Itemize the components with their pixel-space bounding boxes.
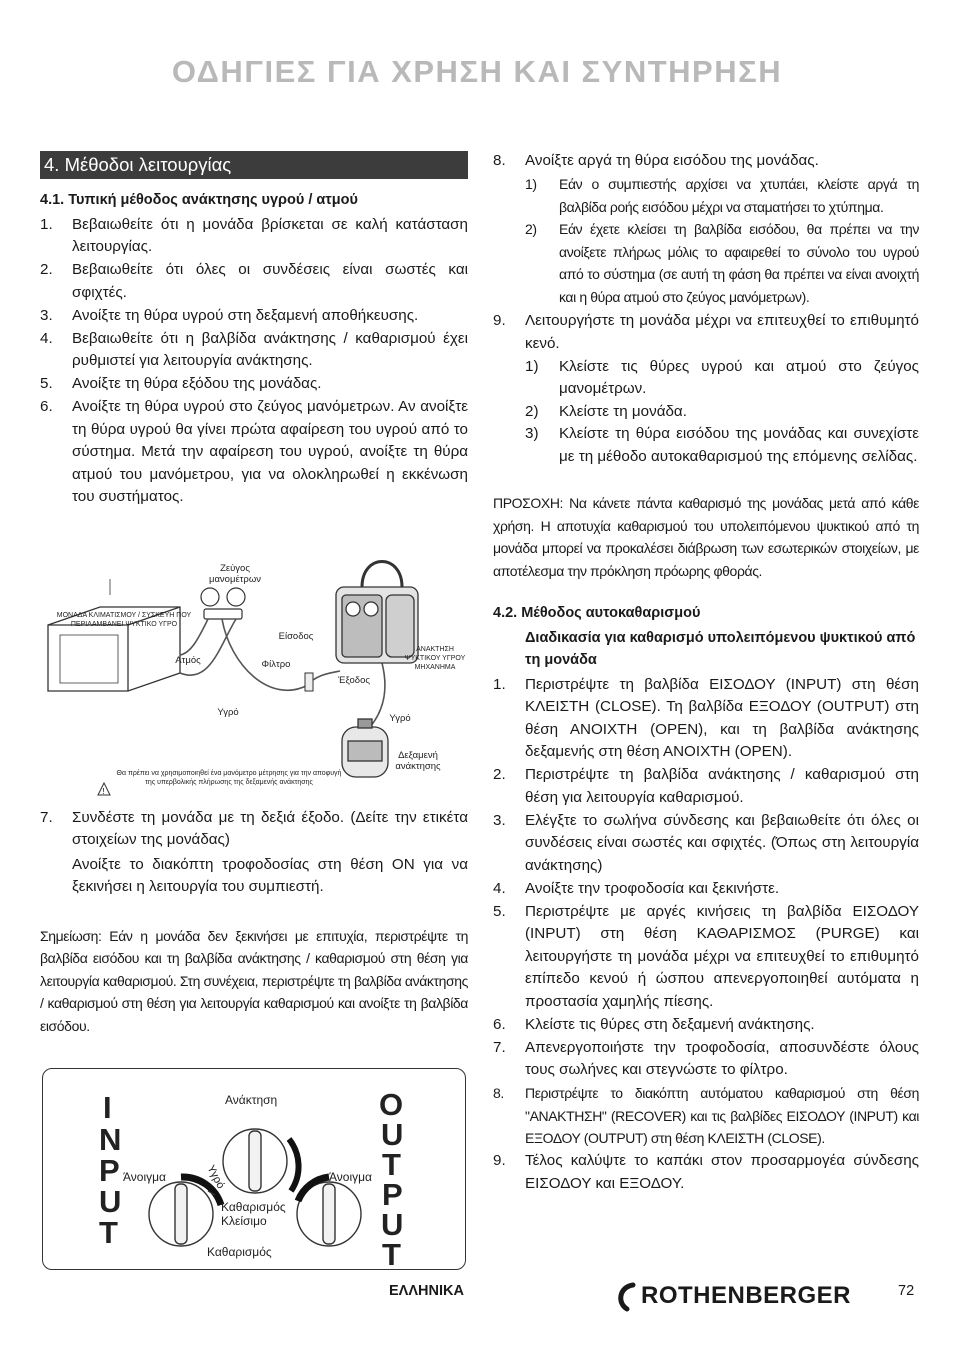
right-column bbox=[493, 150, 919, 1196]
list-item: 6. Ανοίξτε τη θύρα υγρού στο ζεύγος μανόμετρων. Αν ανοίξτε τη θύρα υγρού θα γίνει πρώτα αφαίρεση του υγρού από το σύστημα. Μετά την αφαίρεση του υγρού, ανοίξτε τη θύρα ατμού του μανόμετρου, για να ολοκληρωθεί η εκκένωση του συστήματος. bbox=[40, 398, 468, 505]
svg-text:P: P bbox=[99, 1153, 120, 1188]
logo-arc-icon bbox=[613, 1281, 643, 1313]
svg-text:U: U bbox=[99, 1184, 122, 1219]
svg-text:T: T bbox=[382, 1147, 401, 1182]
section-heading: 4. Μέθοδοι λειτουργίας bbox=[40, 151, 468, 179]
list-item: 5. Περιστρέψτε με αργές κινήσεις τη βαλβίδα ΕΙΣΟΔΟΥ (INPUT) στη θέση ΚΑΘΑΡΙΣΜΟΣ (PURGE) και λειτουργήστε τη μονάδα μέχρι να επιτευχθεί το επιθυμητό επίπεδο κενού ή ώσπου απενεργοποιηθεί αυτόματα η προστασία χαμηλής πίεσης. bbox=[493, 902, 919, 1010]
list-item: 7. Απενεργοποιήστε την τροφοδοσία, αποσυνδέστε όλους τους σωλήνες και στεγνώστε το φίλτρο. bbox=[493, 1038, 919, 1078]
list-item: 3. Ανοίξτε τη θύρα υγρού στη δεξαμενή αποθήκευσης. bbox=[40, 306, 419, 324]
connection-diagram bbox=[40, 555, 468, 803]
svg-text:T: T bbox=[99, 1215, 118, 1250]
list-item: 9. Τέλος καλύψτε το καπάκι στον προσαρμογέα σύνδεσης ΕΙΣΟΔΟΥ και ΕΞΟΔΟΥ. bbox=[493, 1152, 919, 1192]
subsection-subheading: Διαδικασία για καθαρισμό υπολειπόμενου ψυκτικού από τη μονάδα bbox=[525, 629, 916, 668]
sub-list-item: 1) Κλείστε τις θύρες υγρού και ατμού στο ζεύγος μανομέτρων. bbox=[525, 357, 919, 397]
list-item: 6. Κλείστε τις θύρες στη δεξαμενή ανάκτησης. bbox=[493, 1015, 815, 1033]
sub-list-item: 3) Κλείστε τη θύρα εισόδου της μονάδας και συνεχίστε με τη μέθοδο αυτοκαθαρισμού της επόμενης σελίδας. bbox=[525, 425, 919, 465]
svg-text:I: I bbox=[103, 1090, 112, 1125]
svg-text:N: N bbox=[99, 1122, 122, 1157]
sub-list-item: 2) Εάν έχετε κλείσει τη βαλβίδα εισόδου, θα πρέπει να την ανοίξετε πλήρως μόλις το αφαιρεθεί το σύνολο του υγρού από το σύστημα (σε αυτή τη φάση θα πρέπει να είναι ανοιχτή και η θύρα ατμού στο ζεύγος μανόμετρων). bbox=[525, 221, 919, 305]
open-label-left: Άνοιγμα bbox=[123, 1170, 166, 1184]
list-item: 8. Περιστρέψτε το διακόπτη αυτόματου καθαρισμού στη θέση "ΑΝΑΚΤΗΣΗ" (RECOVER) και τις βαλβίδες ΕΙΣΟΔΟΥ (INPUT) και ΕΞΟΔΟΥ (OUTPUT) στη θέση ΚΛΕΙΣΤΗ (CLOSE). bbox=[493, 1085, 919, 1146]
purge-closed-label: Καθαρισμός Κλείσιμο bbox=[221, 1200, 286, 1228]
note-paragraph: Σημείωση: Εάν η μονάδα δεν ξεκινήσει με επιτυχία, περιστρέψτε τη βαλβίδα εισόδου και τη βαλβίδα ανάκτησης / καθαρισμού στη θέση για λειτουργία καθαρισμού. Στη συνέχεια, περιστρέψτε τη βαλβίδα ανάκτησης / καθαρισμού στη θέση για λειτουργία καθαρισμού και ανοίξτε τη βαλβίδα εισόδου. bbox=[40, 927, 468, 1034]
gauges-label: Ζεύγος μανομέτρων bbox=[208, 562, 262, 585]
svg-text:!: ! bbox=[102, 786, 105, 796]
recovery-machine-label: ΑΝΑΚΤΗΣΗ ΨΥΚΤΙΚΟΥ ΥΓΡΟΥ ΜΗΧΑΝΗΜΑ bbox=[404, 645, 466, 671]
page-title: ΟΔΗΓΙΕΣ ΓΙΑ ΧΡΗΣΗ ΚΑΙ ΣΥΝΤΗΡΗΣΗ bbox=[171, 54, 783, 89]
list-item: 7. Συνδέστε τη μονάδα με τη δεξιά έξοδο. (Δείτε την ετικέτα στοιχείων της μονάδας) bbox=[40, 808, 468, 848]
liquid-label: Υγρό bbox=[204, 1163, 227, 1191]
purge-steps-list bbox=[493, 674, 919, 1196]
liquid-label-right: Υγρό bbox=[389, 712, 411, 724]
open-label-right: Άνοιγμα bbox=[329, 1170, 372, 1184]
list-item: 8. Ανοίξτε αργά τη θύρα εισόδου της μονάδας. bbox=[493, 152, 819, 169]
list-item: 1. Βεβαιωθείτε ότι η μονάδα βρίσκεται σε καλή κατάσταση λειτουργίας. bbox=[40, 215, 468, 255]
svg-text:O: O bbox=[379, 1087, 404, 1122]
sub-list-item: 1) Εάν ο συμπιεστής αρχίσει να χτυπάει, κλείστε αργά τη βαλβίδα ροής εισόδου μέχρι να σταματήσει το χτύπημα. bbox=[525, 176, 919, 215]
recovery-label: Ανάκτηση bbox=[225, 1093, 278, 1107]
svg-text:P: P bbox=[382, 1177, 403, 1212]
vapor-label: Ατμός bbox=[175, 654, 201, 666]
warning-note: Θα πρέπει να χρησιμοποιηθεί ένα μανόμετρο μέτρησης για την αποφυγή της υπερβολικής πλήρωσης της δεξαμενής ανάκτησης bbox=[116, 769, 342, 786]
list-item: 2. Περιστρέψτε τη βαλβίδα ανάκτησης / καθαρισμού στη θέση για λειτουργία καθαρισμού. bbox=[493, 766, 919, 806]
tank-label: Δεξαμενή ανάκτησης bbox=[395, 749, 441, 772]
brand-logo bbox=[613, 1281, 857, 1313]
list-item: 4. Βεβαιωθείτε ότι η βαλβίδα ανάκτησης / καθαρισμού έχει ρυθμιστεί για λειτουργία ανάκτησης. bbox=[40, 329, 468, 369]
svg-text:T: T bbox=[382, 1237, 401, 1269]
caution-paragraph: ΠΡΟΣΟΧΗ: Να κάνετε πάντα καθαρισμό της μονάδας μετά από κάθε χρήση. Η αποτυχία καθαρισμού του υπολειπόμενου ψυκτικού από τη μονάδα μπορεί να προκαλέσει διάβρωση των εσωτερικών στοιχείων, με αποτέλεσμα την πρόκληση πρόωρης φθοράς. bbox=[493, 495, 919, 579]
footer-language: ΕΛΛΗΝΙΚΑ bbox=[389, 1283, 464, 1299]
brand-name: ROTHENBERGER bbox=[641, 1282, 852, 1309]
left-column bbox=[40, 150, 468, 1269]
ac-unit-label: ΜΟΝΑΔΑ ΚΛΙΜΑΤΙΣΜΟΥ / ΣΥΣΚΕΥΗ ΠΟΥ ΠΕΡΙΛΑΜΒΑΝΕΙ ΨΥΚΤΙΚΟ ΥΓΡΟ bbox=[56, 611, 192, 628]
recovery-steps-list bbox=[40, 214, 468, 509]
list-item: 9. Λειτουργήστε τη μονάδα μέχρι να επιτευχθεί το επιθυμητό κενό. bbox=[493, 312, 919, 352]
liquid-label-left: Υγρό bbox=[217, 706, 239, 718]
sub-list-item: 2) Κλείστε τη μονάδα. bbox=[525, 402, 687, 420]
purge-label: Καθαρισμός bbox=[207, 1245, 272, 1259]
valve-diagram bbox=[42, 1068, 466, 1270]
svg-text:U: U bbox=[381, 1117, 404, 1152]
list-item: 1. Περιστρέψτε τη βαλβίδα ΕΙΣΟΔΟΥ (INPUT) στη θέση ΚΛΕΙΣΤΗ (CLOSE). Τη βαλβίδα ΕΞΟΔΟΥ (OUTPUT) στη θέση ΑΝΟΙΧΤΗ (OPEN), και τη βαλβίδα ανάκτησης δεξαμενής στη θέση ΑΝΟΙΧΤΗ (OPEN). bbox=[493, 675, 919, 760]
list-item: 4. Ανοίξτε την τροφοδοσία και ξεκινήστε. bbox=[493, 879, 780, 897]
page-number: 72 bbox=[898, 1283, 915, 1299]
inlet-label: Είσοδος bbox=[278, 630, 314, 642]
list-item: 3. Ελέγξτε το σωλήνα σύνδεσης και βεβαιωθείτε ότι όλες οι συνδέσεις είναι σωστές και σφιχτές. (Όπως στη λειτουργία ανάκτησης) bbox=[493, 811, 919, 874]
outlet-label: Έξοδος bbox=[338, 674, 370, 686]
subsection-heading-4-1: 4.1. Τυπική μέθοδος ανάκτησης υγρού / ατμού bbox=[40, 192, 358, 208]
subsection-heading-4-2: 4.2. Μέθοδος αυτοκαθαρισμού bbox=[493, 605, 701, 621]
filter-label: Φίλτρο bbox=[261, 658, 291, 670]
list-item: 5. Ανοίξτε τη θύρα εξόδου της μονάδας. bbox=[40, 375, 322, 392]
svg-text:U: U bbox=[381, 1207, 404, 1242]
list-item: 2. Βεβαιωθείτε ότι όλες οι συνδέσεις είναι σωστές και σφιχτές. bbox=[40, 261, 468, 301]
list-item-continuation: Ανοίξτε το διακόπτη τροφοδοσίας στη θέση ON για να ξεκινήσει η λειτουργία του συμπιεστή. bbox=[72, 855, 468, 895]
